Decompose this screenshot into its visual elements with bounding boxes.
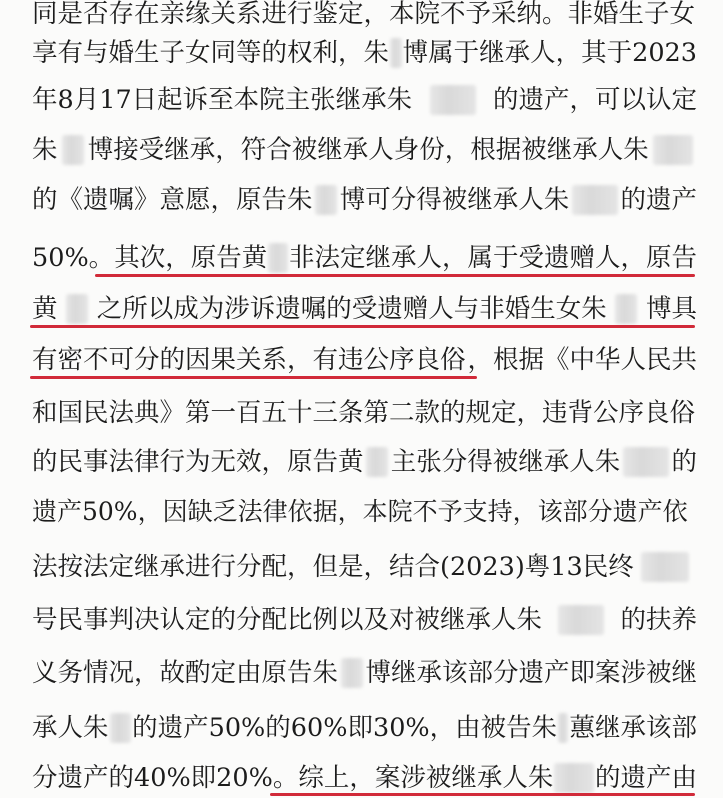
redacted-name [315, 185, 337, 215]
text-line-14 [32, 653, 697, 693]
redacted-name [268, 243, 288, 273]
redacted-name [110, 713, 132, 743]
text-segment: 蕙继承该部 [569, 713, 697, 743]
text-segment: 享有与婚生子女同等的权利，朱 [32, 38, 390, 68]
text-segment: 朱 [32, 135, 58, 165]
redacted-name [341, 658, 363, 688]
text-segment: 黄 [32, 294, 58, 324]
redacted-name [554, 763, 594, 793]
redacted-name [390, 38, 402, 68]
text-segment: 的扶养 [620, 605, 697, 635]
red-underline [270, 793, 695, 796]
text-line-9 [32, 393, 697, 433]
redacted-name [66, 294, 88, 324]
text-segment: 的《遗嘱》意愿，原告朱 [32, 185, 313, 215]
text-line-4 [32, 130, 697, 170]
text-segment: 分遗产的40%即20%。 [32, 763, 299, 793]
text-line-15 [32, 708, 697, 748]
text-line-16 [32, 758, 697, 798]
text-segment: 法按法定继承进行分配，但是，结合(2023)粤13民终 [32, 552, 634, 582]
text-segment: 非法定继承人，属于受遗赠人，原告 [288, 243, 697, 273]
red-underline [95, 274, 695, 277]
text-segment: ，根据《中华人民共 [467, 345, 697, 375]
text-segment: 博接受继承，符合被继承人身份，根据被继承人朱 [87, 135, 649, 165]
text-segment: 其次，原告黄 [114, 243, 268, 273]
text-line-7 [32, 289, 697, 329]
red-underline [30, 376, 477, 379]
redacted-name [62, 135, 84, 165]
text-segment: 综上，案涉被继承人朱 [298, 763, 554, 793]
text-line-11 [32, 492, 697, 532]
redacted-name [366, 447, 388, 477]
redacted-name [430, 85, 476, 115]
redacted-case-number [641, 552, 689, 582]
text-segment: 有密不可分的因果关系，有违公序良俗 [32, 345, 466, 375]
red-underline [30, 325, 695, 328]
redacted-name [572, 185, 618, 215]
text-line-13 [32, 600, 697, 640]
text-segment: 的遗产，可以认定 [492, 85, 697, 115]
text-line-5 [32, 180, 697, 220]
text-segment: 主张分得被继承人朱 [390, 447, 621, 477]
text-segment: 遗产50%，因缺乏法律依据，本院不予支持，该部分遗产依 [32, 497, 688, 526]
text-line-12 [32, 547, 697, 587]
text-segment: 50%。 [32, 243, 115, 273]
text-segment: 的遗产 [620, 185, 697, 215]
text-segment: 和国民法典》第一百五十三条第二款的规定，违背公序良俗 [32, 398, 696, 428]
text-line-1 [32, 0, 697, 34]
text-segment: 年8月17日起诉至本院主张继承朱 [32, 85, 413, 115]
text-line-3 [32, 80, 697, 120]
text-segment: 之所以成为涉诉遗嘱的受遗赠人与非婚生女朱 [96, 294, 607, 324]
redacted-name [653, 135, 693, 165]
text-segment: 博继承该部分遗产即案涉被继 [365, 658, 697, 688]
text-segment: 义务情况，故酌定由原告朱 [32, 658, 339, 688]
redacted-name [558, 605, 604, 635]
text-segment: 博可分得被继承人朱 [339, 185, 570, 215]
text-line-6 [32, 238, 697, 278]
text-line-2 [32, 33, 697, 73]
redacted-name [558, 713, 568, 743]
text-segment: 的 [671, 447, 697, 477]
text-line-8 [32, 340, 697, 380]
text-segment: 同是否存在亲缘关系进行鉴定，本院不予采纳。非婚生子女 [32, 0, 696, 29]
text-segment: 的民事法律行为无效，原告黄 [32, 447, 364, 477]
text-segment: 的遗产由 [594, 763, 697, 793]
redacted-name [615, 294, 637, 324]
text-segment: 的遗产50%的60%即30%，由被告朱 [132, 713, 558, 743]
text-segment: 博属于继承人，其于2023 [402, 38, 697, 68]
text-line-10 [32, 442, 697, 482]
redacted-name [623, 447, 669, 477]
text-segment: 号民事判决认定的分配比例以及对被继承人朱 [32, 605, 543, 635]
text-segment: 承人朱 [32, 713, 109, 743]
text-segment: 博具 [645, 294, 697, 324]
